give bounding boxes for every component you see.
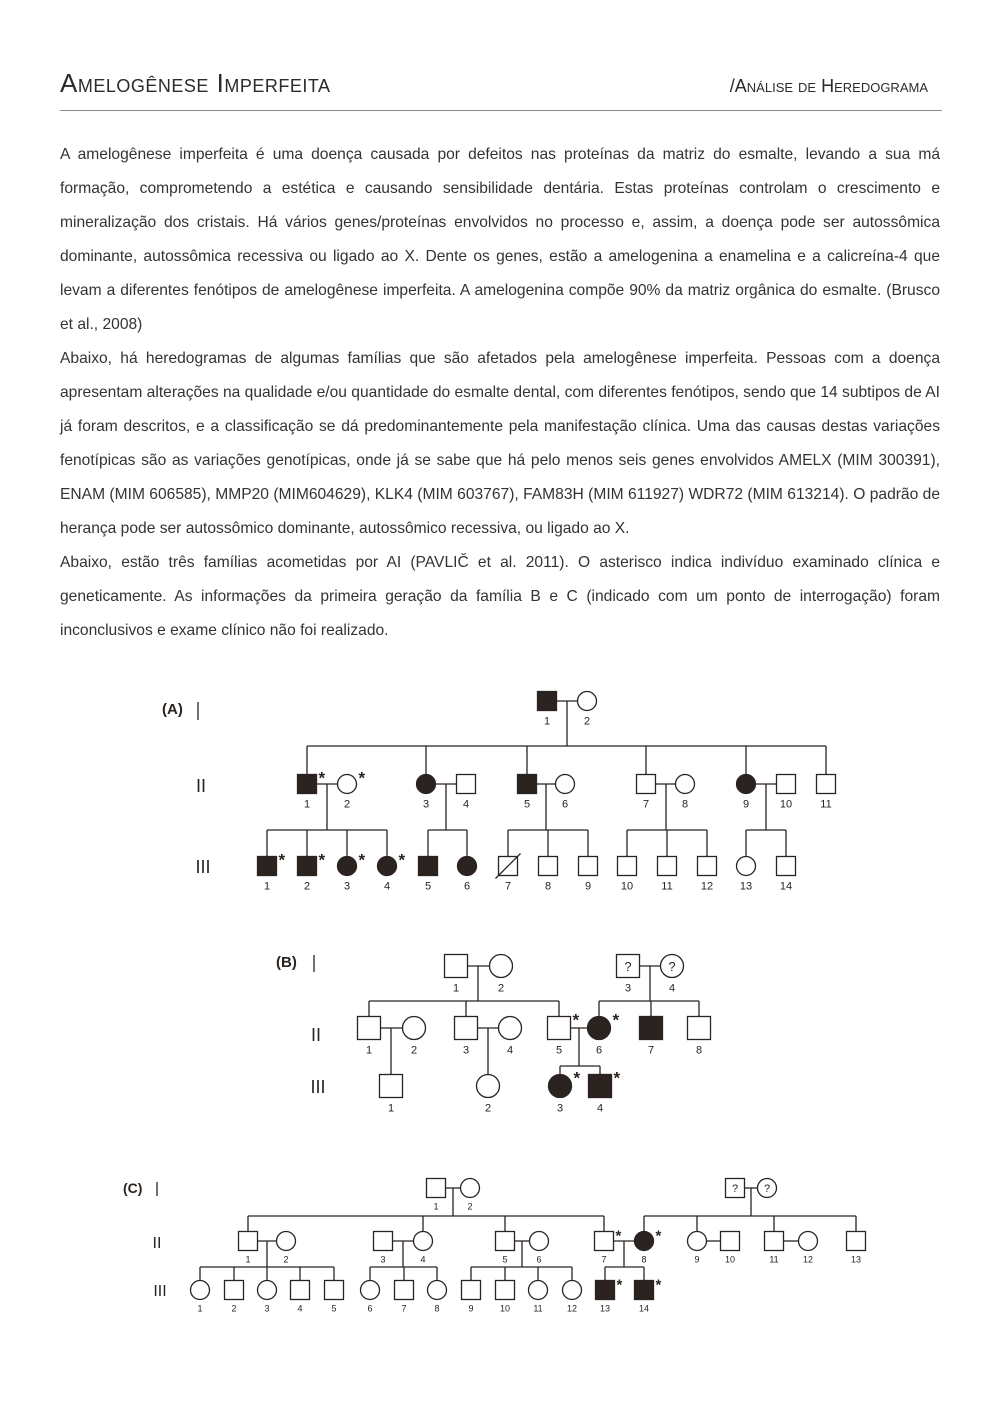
family-a-iii-4-asterisk: * [398, 850, 406, 870]
page-header [60, 62, 942, 111]
family-a-ii-2-number: 2 [343, 798, 351, 811]
family-c-ii-2-female-symbol [277, 1232, 296, 1251]
family-b-generation-label-2: II [310, 1025, 322, 1045]
family-c-iii-10-number: 10 [499, 1303, 511, 1314]
family-c-generation-label-2: II [152, 1235, 162, 1252]
family-a-ii-1-number: 1 [303, 798, 311, 811]
family-a-generation-label-3: III [195, 857, 211, 877]
family-c-iii-9-male-symbol [462, 1281, 481, 1300]
family-c-iii-7-male-symbol [395, 1281, 414, 1300]
family-b-iii-1-male-symbol [380, 1075, 403, 1098]
family-c-ii-3-number: 3 [380, 1254, 386, 1265]
family-a-ii-10-number: 10 [779, 798, 793, 811]
family-b-ii-4-female-symbol [499, 1017, 522, 1040]
family-c-i-1-male-symbol [427, 1179, 446, 1198]
family-b-i-2-number: 2 [497, 982, 505, 995]
family-c-generation-label-3: III [153, 1283, 167, 1300]
family-c-ii-8-asterisk: * [655, 1227, 662, 1245]
family-c-iii-5-number: 5 [331, 1303, 337, 1314]
family-a-iii-14-male-symbol [777, 857, 796, 876]
family-c-ii-4-number: 4 [420, 1254, 426, 1265]
family-a-ii-2-female-symbol [338, 775, 357, 794]
family-a-ii-6-female-symbol [556, 775, 575, 794]
family-a-iii-3-number: 3 [343, 880, 351, 893]
family-a-ii-4-male-symbol [457, 775, 476, 794]
family-a-iii-5-male-symbol [419, 857, 438, 876]
family-c-ii-13-number: 13 [850, 1254, 862, 1265]
family-b-ii-7-number: 7 [647, 1044, 655, 1057]
family-b-iii-3-asterisk: * [573, 1068, 581, 1088]
family-b-generation-label-3: III [310, 1077, 326, 1097]
family-a-iii-1-asterisk: * [278, 850, 286, 870]
family-a-i-1-number: 1 [543, 715, 551, 728]
pedigree-family-a [0, 680, 1000, 900]
family-a-iii-8-number: 8 [544, 880, 552, 893]
family-c-ii-3-male-symbol [374, 1232, 393, 1251]
family-a-ii-3-number: 3 [422, 798, 430, 811]
family-b-i-4-number: 4 [668, 982, 676, 995]
family-a-iii-9-male-symbol [579, 857, 598, 876]
family-b-i-3-number: 3 [624, 982, 632, 995]
family-c-ii-8-female-symbol [635, 1232, 654, 1251]
family-c-i-2-female-symbol [461, 1179, 480, 1198]
family-c-iii-6-female-symbol [361, 1281, 380, 1300]
family-c-iii-7-number: 7 [401, 1303, 407, 1314]
family-c-ii-7-male-symbol [595, 1232, 614, 1251]
family-b-ii-7-male-symbol [640, 1017, 663, 1040]
family-c-i-2-number: 2 [467, 1201, 473, 1212]
family-b-iii-2-female-symbol [477, 1075, 500, 1098]
family-c-iii-13-asterisk: * [616, 1276, 623, 1294]
family-b-ii-3-male-symbol [455, 1017, 478, 1040]
family-b-iii-1-number: 1 [387, 1102, 395, 1115]
family-b-i-4-unknown-mark: ? [668, 958, 676, 974]
family-c-iii-12-female-symbol [563, 1281, 582, 1300]
pedigree-family-c [0, 1168, 1000, 1328]
family-b-ii-4-number: 4 [506, 1044, 514, 1057]
family-c-i-4-unknown-mark: ? [763, 1183, 771, 1196]
family-c-ii-1-male-symbol [239, 1232, 258, 1251]
body-text [60, 138, 940, 648]
family-a-iii-1-number: 1 [263, 880, 271, 893]
family-a-iii-12-number: 12 [700, 880, 714, 893]
family-a-iii-6-female-symbol [458, 857, 477, 876]
family-b-ii-6-asterisk: * [612, 1010, 620, 1030]
family-b-ii-1-male-symbol [358, 1017, 381, 1040]
family-a-iii-2-asterisk: * [318, 850, 326, 870]
family-c-iii-3-female-symbol [258, 1281, 277, 1300]
family-c-ii-11-number: 11 [769, 1254, 779, 1265]
family-c-i-3-unknown-mark: ? [731, 1183, 739, 1196]
family-c-ii-5-male-symbol [496, 1232, 515, 1251]
paragraph-families: Abaixo, estão três famílias acometidas por AI (PAVLIČ et al. 2011). O asterisco indica indivíduo examinado clínica e geneticamente. As informações da primeira geração da família B e C (indicado com um ponto de interrogação) foram inconclusivos e exame clínico não foi realizado. [60, 554, 940, 639]
family-c-iii-2-male-symbol [225, 1281, 244, 1300]
family-b-iii-4-number: 4 [596, 1102, 604, 1115]
family-c-ii-12-female-symbol [799, 1232, 818, 1251]
family-a-ii-1-male-symbol [298, 775, 317, 794]
family-c-iii-14-asterisk: * [655, 1276, 662, 1294]
family-c-ii-9-female-symbol [688, 1232, 707, 1251]
family-b-ii-8-number: 8 [695, 1044, 703, 1057]
page-title: Amelogênese Imperfeita [60, 68, 331, 98]
family-a-iii-2-number: 2 [303, 880, 311, 893]
family-b-ii-6-number: 6 [595, 1044, 603, 1057]
family-c-i-1-number: 1 [433, 1201, 439, 1212]
family-a-ii-11-number: 11 [820, 798, 832, 811]
family-a-ii-2-asterisk: * [358, 768, 366, 788]
family-c-ii-6-female-symbol [530, 1232, 549, 1251]
family-b-ii-6-female-symbol [588, 1017, 611, 1040]
page-subtitle: /Análise de Heredograma [729, 76, 928, 96]
family-c-iii-2-number: 2 [231, 1303, 237, 1314]
family-a-ii-1-asterisk: * [318, 768, 326, 788]
family-a-i-2-number: 2 [583, 715, 591, 728]
family-b-ii-5-asterisk: * [572, 1010, 580, 1030]
family-c-iii-1-female-symbol [191, 1281, 210, 1300]
family-a-ii-3-female-symbol [417, 775, 436, 794]
family-a-ii-10-male-symbol [777, 775, 796, 794]
family-a-iii-8-male-symbol [539, 857, 558, 876]
family-c-iii-14-number: 14 [638, 1303, 650, 1314]
family-c-ii-10-male-symbol [721, 1232, 740, 1251]
family-c-ii-7-asterisk: * [615, 1227, 622, 1245]
family-c-iii-11-female-symbol [529, 1281, 548, 1300]
family-c-ii-13-male-symbol [847, 1232, 866, 1251]
family-a-iii-14-number: 14 [779, 880, 793, 893]
family-a-iii-11-number: 11 [661, 880, 673, 893]
family-a-ii-6-number: 6 [561, 798, 569, 811]
family-b-iii-2-number: 2 [484, 1102, 492, 1115]
family-c-iii-10-male-symbol [496, 1281, 515, 1300]
family-a-iii-4-female-symbol [378, 857, 397, 876]
family-b-label: (B) [276, 954, 297, 971]
family-c-iii-6-number: 6 [367, 1303, 373, 1314]
family-a-iii-13-female-symbol [737, 857, 756, 876]
family-b-i-3-unknown-mark: ? [624, 958, 632, 974]
family-a-iii-3-asterisk: * [358, 850, 366, 870]
family-b-ii-3-number: 3 [462, 1044, 470, 1057]
paragraph-genes: Abaixo, há heredogramas de algumas famílias que são afetados pela amelogênese imperfeita. Pessoas com a doença apresentam alterações na qualidade e/ou quantidade do esmalte dental, com diferentes fenótipos, sendo que 14 subtipos de AI já foram descritos, e a classificação se dá predominantemente pela manifestação clínica. Uma das causas destas variações fenotípicas são as variações genotípicas, onde já se sabe que há pelo menos seis genes envolvidos AMELX (MIM 300391), ENAM (MIM 606585), MMP20 (MIM604629), KLK4 (MIM 603767), FAM83H (MIM 611927) WDR72 (MIM 613214). O padrão de herança pode ser autossômico dominante, autossômico recessiva, ou ligado ao X. [60, 350, 940, 537]
family-a-iii-12-male-symbol [698, 857, 717, 876]
family-c-iii-13-male-symbol [596, 1281, 615, 1300]
family-a-iii-11-male-symbol [658, 857, 677, 876]
family-b-ii-5-male-symbol [548, 1017, 571, 1040]
paragraph-intro: A amelogênese imperfeita é uma doença causada por defeitos nas proteínas da matriz do esmalte, levando a sua má formação, comprometendo a estética e causando sensibilidade dentária. Estas proteínas controlam o crescimento e mineralização dos cristais. Há vários genes/proteínas envolvidos no processo e, assim, a doença pode ser autossômica dominante, autossômica recessiva ou ligado ao X. Dente os genes, estão a amelogenina a enamelina e a calicreína-4 que levam a diferentes fenótipos de amelogênese imperfeita. A amelogenina compõe 90% da matriz orgânica do esmalte. (Brusco et al., 2008) [60, 146, 940, 333]
family-c-ii-7-number: 7 [601, 1254, 607, 1265]
family-c-ii-8-number: 8 [641, 1254, 647, 1265]
family-b-iii-3-female-symbol [549, 1075, 572, 1098]
family-a-iii-3-female-symbol [338, 857, 357, 876]
family-c-ii-9-number: 9 [694, 1254, 700, 1265]
family-c-iii-13-number: 13 [599, 1303, 611, 1314]
family-a-ii-8-female-symbol [676, 775, 695, 794]
family-b-ii-8-male-symbol [688, 1017, 711, 1040]
family-a-iii-2-male-symbol [298, 857, 317, 876]
family-c-iii-3-number: 3 [264, 1303, 270, 1314]
family-b-ii-1-number: 1 [365, 1044, 373, 1057]
family-a-ii-7-male-symbol [637, 775, 656, 794]
family-b-i-1-male-symbol [445, 955, 468, 978]
family-b-iii-4-asterisk: * [613, 1068, 621, 1088]
family-a-iii-1-male-symbol [258, 857, 277, 876]
family-b-iii-4-male-symbol [589, 1075, 612, 1098]
family-c-ii-11-male-symbol [765, 1232, 784, 1251]
family-a-i-2-female-symbol [578, 692, 597, 711]
family-a-iii-9-number: 9 [584, 880, 592, 893]
family-b-iii-3-number: 3 [556, 1102, 564, 1115]
family-a-iii-4-number: 4 [383, 880, 391, 893]
family-a-iii-5-number: 5 [424, 880, 432, 893]
family-c-iii-8-female-symbol [428, 1281, 447, 1300]
family-a-iii-6-number: 6 [463, 880, 471, 893]
family-a-iii-10-male-symbol [618, 857, 637, 876]
family-c-iii-9-number: 9 [468, 1303, 474, 1314]
family-c-iii-4-number: 4 [297, 1303, 303, 1314]
family-a-label: (A) [162, 701, 183, 718]
family-a-i-1-male-symbol [538, 692, 557, 711]
pedigree-family-b [0, 940, 1000, 1130]
family-a-ii-4-number: 4 [462, 798, 470, 811]
family-c-iii-5-male-symbol [325, 1281, 344, 1300]
family-c-ii-10-number: 10 [724, 1254, 736, 1265]
family-c-ii-4-female-symbol [414, 1232, 433, 1251]
family-c-label: (C) [123, 1180, 143, 1196]
family-c-iii-14-male-symbol [635, 1281, 654, 1300]
family-a-ii-7-number: 7 [642, 798, 650, 811]
family-a-ii-11-male-symbol [817, 775, 836, 794]
family-c-iii-11-number: 11 [533, 1303, 543, 1314]
family-a-iii-10-number: 10 [620, 880, 634, 893]
family-c-ii-2-number: 2 [283, 1254, 289, 1265]
family-c-ii-5-number: 5 [502, 1254, 508, 1265]
family-c-ii-6-number: 6 [536, 1254, 542, 1265]
family-a-ii-5-male-symbol [518, 775, 537, 794]
family-b-i-1-number: 1 [452, 982, 460, 995]
family-c-ii-1-number: 1 [245, 1254, 251, 1265]
family-a-iii-13-number: 13 [739, 880, 753, 893]
family-b-ii-2-number: 2 [410, 1044, 418, 1057]
family-c-ii-12-number: 12 [802, 1254, 814, 1265]
family-a-ii-9-number: 9 [742, 798, 750, 811]
family-c-iii-1-number: 1 [197, 1303, 203, 1314]
family-a-generation-label-2: II [195, 776, 207, 796]
family-b-i-2-female-symbol [490, 955, 513, 978]
family-c-iii-12-number: 12 [566, 1303, 578, 1314]
family-b-ii-2-female-symbol [403, 1017, 426, 1040]
family-b-ii-5-number: 5 [555, 1044, 563, 1057]
family-a-ii-5-number: 5 [523, 798, 531, 811]
family-c-iii-8-number: 8 [434, 1303, 440, 1314]
family-a-ii-8-number: 8 [681, 798, 689, 811]
family-a-iii-7-number: 7 [504, 880, 512, 893]
family-c-iii-4-male-symbol [291, 1281, 310, 1300]
family-a-ii-9-female-symbol [737, 775, 756, 794]
